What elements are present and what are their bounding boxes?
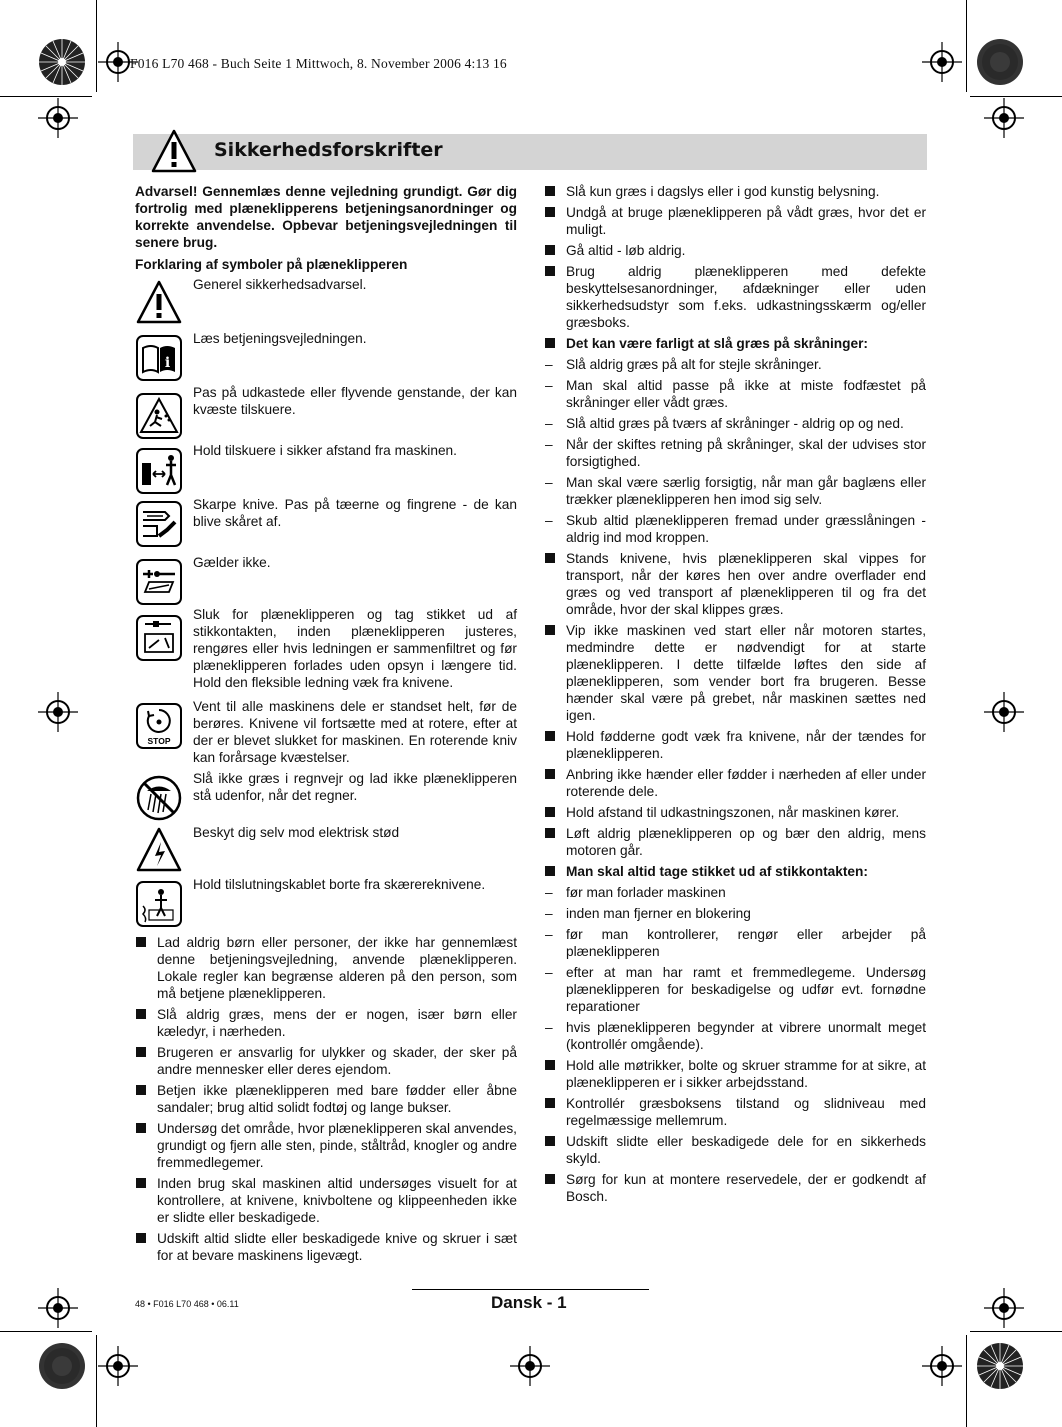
registration-mark-icon — [984, 1288, 1024, 1328]
crop-line — [970, 96, 1062, 97]
registration-mark-icon — [510, 1346, 550, 1386]
symbol-text: Slå ikke græs i regnvejr og lad ikke plæneklipperen stå udenfor, når det regner. — [193, 771, 517, 803]
read-manual-icon — [135, 334, 183, 382]
no-rain-icon — [135, 774, 183, 822]
symbol-text: Generel sikkerhedsadvarsel. — [193, 277, 367, 292]
crop-line — [966, 1335, 967, 1427]
registration-mark-icon — [922, 42, 962, 82]
list-item: Kontrollér græsboksens tilstand og slidniveau med regelmæssige mellemrum. — [544, 1095, 926, 1129]
section-subheading: Man skal altid tage stikket ud af stikkontakten: — [544, 863, 926, 880]
stop-rotation-icon — [135, 702, 183, 750]
crop-line — [96, 0, 97, 92]
list-item: – Skub altid plæneklipperen fremad under græsslåningen - aldrig ind mod kroppen. — [544, 512, 926, 546]
symbols-heading: Forklaring af symboler på plæneklipperen — [135, 257, 408, 272]
list-item: – Når der skiftes retning på skråninger, skal der udvises stor forsigtighed. — [544, 436, 926, 470]
list-item: Slå kun græs i dagslys eller i god kunstig belysning. — [544, 183, 926, 200]
list-item: Udskift slidte eller beskadigede dele for en sikkerheds skyld. — [544, 1133, 926, 1167]
list-item: Brug aldrig plæneklipperen med defekte beskyttelsesanordninger, afdækninger eller uden sikkerhedsudstyr som f.eks. udkastningsskærm og/eller græsboks. — [544, 263, 926, 331]
color-target-icon — [38, 1342, 86, 1390]
page-title: Sikkerhedsforskrifter — [214, 139, 443, 161]
print-slug: F016 L70 468 - Buch Seite 1 Mittwoch, 8. November 2006 4:13 16 — [130, 56, 507, 71]
symbol-text: Skarpe knive. Pas på tæerne og fingrene - de kan blive skåret af. — [193, 497, 517, 529]
list-item: – før man forlader maskinen — [544, 884, 926, 901]
list-item: Hold alle møtrikker, bolte og skruer stramme for at sikre, at plæneklipperen er i sikker arbejdsstand. — [544, 1057, 926, 1091]
crop-line — [0, 1331, 92, 1332]
list-item: – før man kontrollerer, rengør eller arbejder på plæneklipperen — [544, 926, 926, 960]
crop-line — [96, 1335, 97, 1427]
list-item: Hold fødderne godt væk fra knivene, når der tændes for plæneklipperen. — [544, 728, 926, 762]
registration-mark-icon — [38, 692, 78, 732]
list-item: Brugeren er ansvarlig for ulykker og skader, der sker på andre mennesker eller deres ejendom. — [135, 1044, 517, 1078]
left-bullet-list — [135, 934, 517, 1268]
electric-shock-icon — [135, 826, 183, 874]
symbol-text: Gælder ikke. — [193, 555, 271, 570]
list-item: – hvis plæneklipperen begynder at vibrere unormalt meget (kontrollér omgående). — [544, 1019, 926, 1053]
registration-mark-icon — [98, 1346, 138, 1386]
warning-triangle-icon — [135, 278, 183, 326]
section-subheading: Det kan være farligt at slå græs på skråninger: — [544, 335, 926, 352]
list-item: Undgå at bruge plæneklipperen på vådt græs, hvor det er muligt. — [544, 204, 926, 238]
list-item: – inden man fjerner en blokering — [544, 905, 926, 922]
symbol-text: Beskyt dig selv mod elektrisk stød — [193, 825, 400, 840]
registration-mark-icon — [38, 98, 78, 138]
registration-mark-icon — [922, 1346, 962, 1386]
list-item: Anbring ikke hænder eller fødder i nærheden af eller under roterende dele. — [544, 766, 926, 800]
color-target-icon — [976, 1342, 1024, 1390]
footer-code: 48 • F016 L70 468 • 06.11 — [135, 1299, 239, 1309]
color-target-icon — [38, 38, 86, 86]
page-number: Dansk - 1 — [491, 1293, 567, 1312]
list-item: Slå aldrig græs, mens der er nogen, især børn eller kæledyr, i nærheden. — [135, 1006, 517, 1040]
list-item: Inden brug skal maskinen altid undersøges visuelt for at kontrollere, at knivene, knivboltene og klippeenheden ikke er slidte eller beskadigede. — [135, 1175, 517, 1226]
svg-text:STOP: STOP — [147, 736, 171, 746]
left-column — [135, 183, 517, 273]
list-item: Sørg for kun at montere reservedele, der er godkendt af Bosch. — [544, 1171, 926, 1205]
list-item: Gå altid - løb aldrig. — [544, 242, 926, 259]
cable-away-icon — [135, 880, 183, 928]
symbol-text: Hold tilskuere i sikker afstand fra maskinen. — [193, 443, 457, 458]
list-item: Undersøg det område, hvor plæneklipperen skal anvendes, grundigt og fjern alle sten, pinde, ståltråd, knogler og andre fremmedlegemer. — [135, 1120, 517, 1171]
intro-warning: Advarsel! Gennemlæs denne vejledning grundigt. Gør dig fortrolig med plæneklipperens betjeningsanordninger og korrekte anvendelse. Opbevar betjeningsvejledningen til senere brug. — [135, 184, 517, 250]
unplug-icon — [135, 614, 183, 662]
registration-mark-icon — [984, 98, 1024, 138]
list-item: – Man skal altid passe på ikke at miste fodfæstet på skråninger eller vådt græs. — [544, 377, 926, 411]
sharp-blades-icon — [135, 500, 183, 548]
symbol-text: Vent til alle maskinens dele er standset helt, før de berøres. Knivene vil fortsætte med at rotere, efter at der er blevet slukket for maskinen. En roterende kniv kan forårsage kvæstelser. — [193, 699, 517, 765]
warning-triangle-icon — [150, 128, 198, 174]
color-target-icon — [976, 38, 1024, 86]
list-item: – Man skal være særlig forsigtig, når man går baglæns eller trækker plæneklipperen hen imod sig selv. — [544, 474, 926, 508]
list-item: Stands knivene, hvis plæneklipperen skal vippes for transport, når der køres hen over andre overflader end græs og ved transport af plæneklipperen til og fra det område, hvor der skal klippes græs. — [544, 550, 926, 618]
list-item: Hold afstand til udkastningszonen, når maskinen kører. — [544, 804, 926, 821]
list-item: Vip ikke maskinen ved start eller når motoren startes, medmindre dette er nødvendigt for at starte plæneklipperen. I dette tilfælde løftes den side af plæneklipperen, som vender bort fra brugeren. Besse hænder skal være på grebet, når maskinen sættes ned igen. — [544, 622, 926, 724]
crop-line — [0, 96, 92, 97]
list-item: – Slå altid græs på tværs af skråninger - aldrig op og ned. — [544, 415, 926, 432]
not-applicable-icon — [135, 558, 183, 606]
crop-line — [970, 1331, 1062, 1332]
flying-objects-icon — [135, 392, 183, 440]
registration-mark-icon — [984, 692, 1024, 732]
symbols-list — [135, 276, 517, 928]
symbol-text: Hold tilslutningskablet borte fra skærereknivene. — [193, 877, 486, 892]
list-item: – Slå aldrig græs på alt for stejle skråninger. — [544, 356, 926, 373]
registration-mark-icon — [38, 1288, 78, 1328]
symbol-text: Læs betjeningsvejledningen. — [193, 331, 367, 346]
list-item: – efter at man har ramt et fremmedlegeme. Undersøg plæneklipperen for beskadigelse og udfør evt. fornødne reparationer — [544, 964, 926, 1015]
crop-line — [966, 0, 967, 92]
right-column — [544, 183, 926, 1209]
list-item: Løft aldrig plæneklipperen op og bær den aldrig, mens motoren går. — [544, 825, 926, 859]
footer-divider — [412, 1289, 649, 1290]
svg-text:i: i — [164, 355, 171, 371]
keep-distance-icon — [135, 447, 183, 495]
list-item: Betjen ikke plæneklipperen med bare fødder eller åbne sandaler; brug altid solidt fodtøj og lange bukser. — [135, 1082, 517, 1116]
list-item: Lad aldrig børn eller personer, der ikke har gennemlæst denne betjeningsvejledning, anvende plæneklipperen. Lokale regler kan begrænse alderen på den person, som må betjene plæneklipperen. — [135, 934, 517, 1002]
symbol-text: Pas på udkastede eller flyvende genstande, der kan kvæste tilskuere. — [193, 385, 517, 417]
list-item: Udskift altid slidte eller beskadigede knive og skruer i sæt for at bevare maskinens ligevægt. — [135, 1230, 517, 1264]
symbol-text: Sluk for plæneklipperen og tag stikket ud af stikkontakten, inden plæneklipperen justeres, rengøres eller hvis ledningen er sammenfiltret og før plæneklipperen forlades uden opsyn i længere tid. Hold den fleksible ledning væk fra knivene. — [193, 607, 517, 690]
